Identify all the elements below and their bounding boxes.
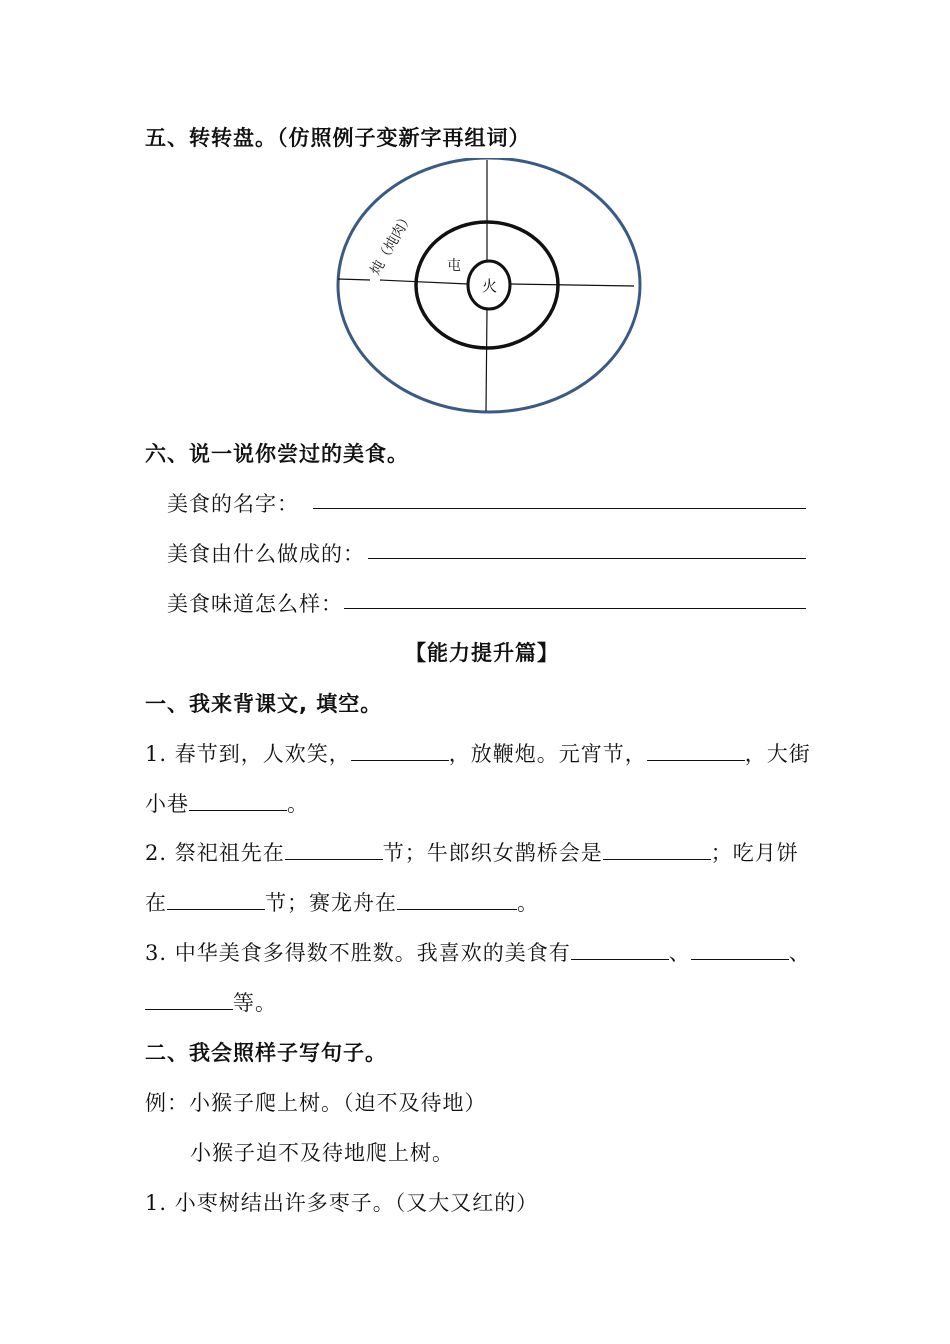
blank-5[interactable] [603,837,711,860]
fill-line-2 [145,788,309,818]
blank-10[interactable] [145,987,233,1010]
divider-horizontal-left-inner [380,280,468,284]
advanced-section-title: 【能力提升篇】 [405,641,559,665]
blank-7[interactable] [397,887,517,910]
blank-1[interactable] [351,738,449,761]
fill-text: 。 [287,792,309,816]
blank-3[interactable] [189,788,287,811]
divider-horizontal-right [510,284,634,286]
fill-text: ，放鞭炮。元宵节， [448,742,647,766]
fill-text: 2. 祭祀祖先在 [145,841,285,865]
food-made-of-answer-line[interactable] [368,558,806,559]
food-name-label: 美食的名字： [167,492,299,516]
part-2-title: 二、我会照样子写句子。 [145,1041,387,1065]
divider-horizontal-left [338,279,370,280]
fill-text: ，大街 [744,742,811,766]
fill-line-4 [145,887,539,917]
food-taste-label: 美食味道怎么样： [167,592,343,616]
wheel-middle-char: 屯 [447,258,461,274]
blank-9[interactable] [691,937,789,960]
section-5-title: 五、转转盘。（仿照例子变新字再组词） [145,126,531,150]
question-1: 1. 小枣树结出许多枣子。（又大又红的） [145,1191,539,1215]
fill-text: 等。 [233,991,277,1015]
food-name-answer-line[interactable] [313,508,806,509]
fill-line-5 [145,937,811,967]
character-wheel-diagram [330,158,648,420]
fill-line-1 [145,738,811,768]
fill-line-3 [145,837,799,867]
fill-text: 、 [788,941,811,965]
fill-text: ；吃月饼 [710,841,799,865]
fill-text: 1. 春节到，人欢笑， [145,742,351,766]
wheel-outer-example: 炖（炖肉） [367,209,417,278]
divider-vertical-bottom [486,309,487,411]
example-answer: 小猴子迫不及待地爬上树。 [190,1141,454,1165]
blank-4[interactable] [285,837,383,860]
fill-line-6 [145,987,277,1017]
wheel-center-char: 火 [482,277,498,295]
blank-6[interactable] [167,887,265,910]
blank-2[interactable] [647,738,745,761]
section-6-title: 六、说一说你尝过的美食。 [145,442,409,466]
blank-8[interactable] [571,937,669,960]
fill-text: 节；赛龙舟在 [265,891,397,915]
example-sentence: 例：小猴子爬上树。（迫不及待地） [145,1091,487,1115]
fill-text: 节；牛郎织女鹊桥会是 [382,841,603,865]
fill-text: 。 [517,891,539,915]
fill-text: 小巷 [145,792,189,816]
fill-text: 、 [668,941,691,965]
food-taste-answer-line[interactable] [344,608,806,609]
food-made-of-label: 美食由什么做成的： [167,542,365,566]
wheel-svg [330,158,648,420]
fill-text: 3. 中华美食多得数不胜数。我喜欢的美食有 [145,941,571,965]
fill-text: 在 [145,891,167,915]
part-1-title: 一、我来背课文, 填空。 [145,692,383,716]
